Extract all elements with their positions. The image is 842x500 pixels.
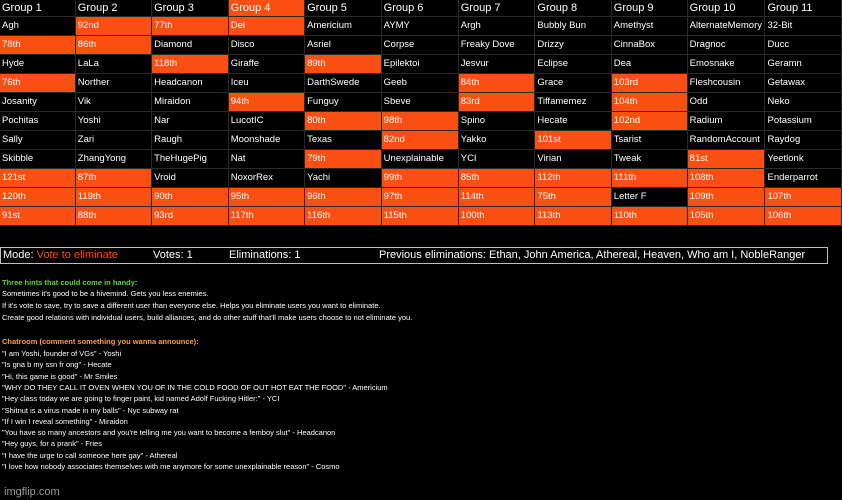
player-cell: Potassium [765,112,842,131]
player-cell: 87th [75,169,151,188]
player-cell: 114th [458,188,535,207]
group-header: Group 10 [687,0,765,17]
hint-item: If it's vote to save, try to save a different user than everyone else. Helps you eliminate users you want to eliminate. [2,301,381,310]
player-cell: 78th [0,36,75,55]
hint-item: Create good relations with individual users, build alliances, and do other stuff that'll make users choose to not eliminate you. [2,313,413,322]
player-cell: NoxorRex [228,169,304,188]
player-cell: Headcanon [152,74,229,93]
player-cell: 96th [305,188,382,207]
player-cell: 98th [381,112,458,131]
hint-item: Sometimes it's good to be a hivemind. Gets you less enemies. [2,289,209,298]
player-cell: 99th [381,169,458,188]
chat-message: "If I win I reveal something" - Miraidon [2,416,128,426]
player-cell: Vik [75,93,151,112]
player-cell: Fleshcousin [687,74,765,93]
grid-row [0,169,842,188]
player-cell: Skibble [0,150,75,169]
player-cell: Grace [535,74,611,93]
grid-row [0,74,842,93]
player-cell: Disco [228,36,304,55]
player-cell: Dragnoc [687,36,765,55]
watermark: imgflip.com [4,486,60,498]
player-cell: Enderparrot [765,169,842,188]
player-cell: Corpse [381,36,458,55]
player-cell: Nat [228,150,304,169]
player-cell: Pochitas [0,112,75,131]
player-cell: 83rd [458,93,535,112]
player-cell: 90th [152,188,229,207]
player-cell: Texas [305,131,382,150]
eliminations-count: Eliminations: 1 [229,249,301,261]
player-cell: 94th [228,93,304,112]
player-cell: AlternateMemory [687,17,765,36]
player-cell: 120th [0,188,75,207]
player-cell: Eclipse [535,55,611,74]
mode-value: Vote to eliminate [36,249,118,261]
player-cell: Sally [0,131,75,150]
player-cell: 103rd [611,74,687,93]
player-cell: 86th [75,36,151,55]
grid-row [0,36,842,55]
chat-message: "Hey class today we are going to finger paint, kid named Adolf Fucking Hitler:" - YCI [2,394,280,404]
player-cell: Tsarist [611,131,687,150]
group-header: Group 2 [75,0,151,17]
player-cell: 32-Bit [765,17,842,36]
player-cell: 81st [687,150,765,169]
player-cell: 115th [381,207,458,226]
grid-row [0,131,842,150]
player-cell: 112th [535,169,611,188]
player-cell: Agh [0,17,75,36]
player-cell: Argh [458,17,535,36]
player-cell: 91st [0,207,75,226]
grid-row [0,17,842,36]
player-cell: 105th [687,207,765,226]
player-cell: Diamond [152,36,229,55]
group-header: Group 9 [611,0,687,17]
player-cell: 102nd [611,112,687,131]
player-cell: Moonshade [228,131,304,150]
player-cell: 93rd [152,207,229,226]
player-cell: Geramn [765,55,842,74]
player-cell: 97th [381,188,458,207]
player-cell: Emosnake [687,55,765,74]
player-grid [0,0,842,226]
group-header: Group 5 [305,0,382,17]
chat-message: "Hi, this game is good" - Mr Smiles [2,371,118,381]
grid-row [0,55,842,74]
chat-message: "You have so many ancestors and you're telling me you want to become a femboy slut" - Headcanon [2,428,336,438]
player-cell: Tweak [611,150,687,169]
player-cell: YCI [458,150,535,169]
player-cell: 75th [535,188,611,207]
player-cell: 82nd [381,131,458,150]
player-cell: Funguy [305,93,382,112]
grid-row [0,207,842,226]
player-cell: 89th [305,55,382,74]
player-cell: 88th [75,207,151,226]
chat-message: "Shitnut is a virus made in my balls" - Nyc subway rat [2,405,179,415]
player-cell: RandomAccount [687,131,765,150]
player-cell: 100th [458,207,535,226]
player-cell: Iceu [228,74,304,93]
player-cell: Raydog [765,131,842,150]
votes-count: Votes: 1 [153,249,193,261]
player-cell: AYMY [381,17,458,36]
player-cell: Zari [75,131,151,150]
player-cell: 92nd [75,17,151,36]
player-cell: Yachi [305,169,382,188]
player-cell: Tiffamemez [535,93,611,112]
player-cell: 107th [765,188,842,207]
chat-message: "I am Yoshi, founder of VGs" - Yoshi [2,349,122,358]
player-cell: Sbeve [381,93,458,112]
previous-eliminations: Previous eliminations: Ethan, John America, Athereal, Heaven, Who am I, NobleRanger [379,249,806,261]
player-cell: Getawax [765,74,842,93]
player-cell: Dea [611,55,687,74]
group-header: Group 8 [535,0,611,17]
player-cell: Geeb [381,74,458,93]
player-cell: 101st [535,131,611,150]
player-cell: 119th [75,188,151,207]
player-cell: Jesvur [458,55,535,74]
player-cell: TheHugePig [152,150,229,169]
grid-row [0,112,842,131]
player-cell: Norther [75,74,151,93]
group-header: Group 6 [381,0,458,17]
player-cell: ZhangYong [75,150,151,169]
player-cell: Odd [687,93,765,112]
group-header: Group 4 [228,0,304,17]
player-cell: Raugh [152,131,229,150]
grid-row [0,150,842,169]
player-cell: 104th [611,93,687,112]
player-cell: Letter F [611,188,687,207]
player-cell: 110th [611,207,687,226]
hints-title: Three hints that could come in handy: [2,278,138,287]
grid-row [0,93,842,112]
player-cell: 76th [0,74,75,93]
group-header: Group 3 [152,0,229,17]
player-cell: Miraidon [152,93,229,112]
group-header: Group 11 [765,0,842,17]
player-cell: Del [228,17,304,36]
player-cell: Virian [535,150,611,169]
chat-message: "Is gna b my ssn fr ong" - Hecate [2,360,112,370]
player-cell: Americium [305,17,382,36]
player-cell: Hecate [535,112,611,131]
player-cell: Epilektoi [381,55,458,74]
player-cell: 111th [611,169,687,188]
player-cell: Unexplainable [381,150,458,169]
player-cell: Vroid [152,169,229,188]
player-cell: 85th [458,169,535,188]
player-cell: Amethyst [611,17,687,36]
mode-label: Mode: [3,249,34,261]
player-cell: 95th [228,188,304,207]
chat-message: "I have the urge to call someone here gay" - Athereal [2,450,178,460]
chat-message: "I love how nobody associates themselves with me anymore for some unexplainable reason" - Cosmo [2,462,340,471]
chat-message: "Hey guys, for a prank" - Fries [2,439,102,449]
player-cell: Giraffe [228,55,304,74]
player-cell: 113th [535,207,611,226]
grid-header-row [0,0,842,17]
player-cell: 106th [765,207,842,226]
status-bar [0,247,828,264]
chatroom-title: Chatroom (comment something you wanna announce): [2,337,199,346]
grid-row [0,188,842,207]
player-cell: 77th [152,17,229,36]
player-cell: 80th [305,112,382,131]
player-cell: Drizzy [535,36,611,55]
player-cell: 121st [0,169,75,188]
player-cell: 116th [305,207,382,226]
chat-message: "WHY DO THEY CALL IT OVEN WHEN YOU OF IN THE COLD FOOD OF OUT HOT EAT THE FOOD" - Americium [2,382,388,392]
player-cell: Spino [458,112,535,131]
player-cell: LaLa [75,55,151,74]
player-cell: Yakko [458,131,535,150]
player-cell: CinnaBox [611,36,687,55]
player-cell: LucotIC [228,112,304,131]
player-cell: 109th [687,188,765,207]
player-cell: Bubbly Bun [535,17,611,36]
player-cell: Radium [687,112,765,131]
player-cell: 117th [228,207,304,226]
player-cell: Freaky Dove [458,36,535,55]
player-cell: 108th [687,169,765,188]
player-cell: Hyde [0,55,75,74]
group-header: Group 1 [0,0,75,17]
player-cell: Josanity [0,93,75,112]
player-cell: 79th [305,150,382,169]
player-cell: 84th [458,74,535,93]
group-header: Group 7 [458,0,535,17]
player-cell: Ducc [765,36,842,55]
player-cell: Nar [152,112,229,131]
player-cell: Yeetlonk [765,150,842,169]
mode-indicator [3,248,118,263]
player-cell: Neko [765,93,842,112]
player-cell: DarthSwede [305,74,382,93]
player-cell: Asriel [305,36,382,55]
player-cell: Yoshi [75,112,151,131]
player-cell: 118th [152,55,229,74]
